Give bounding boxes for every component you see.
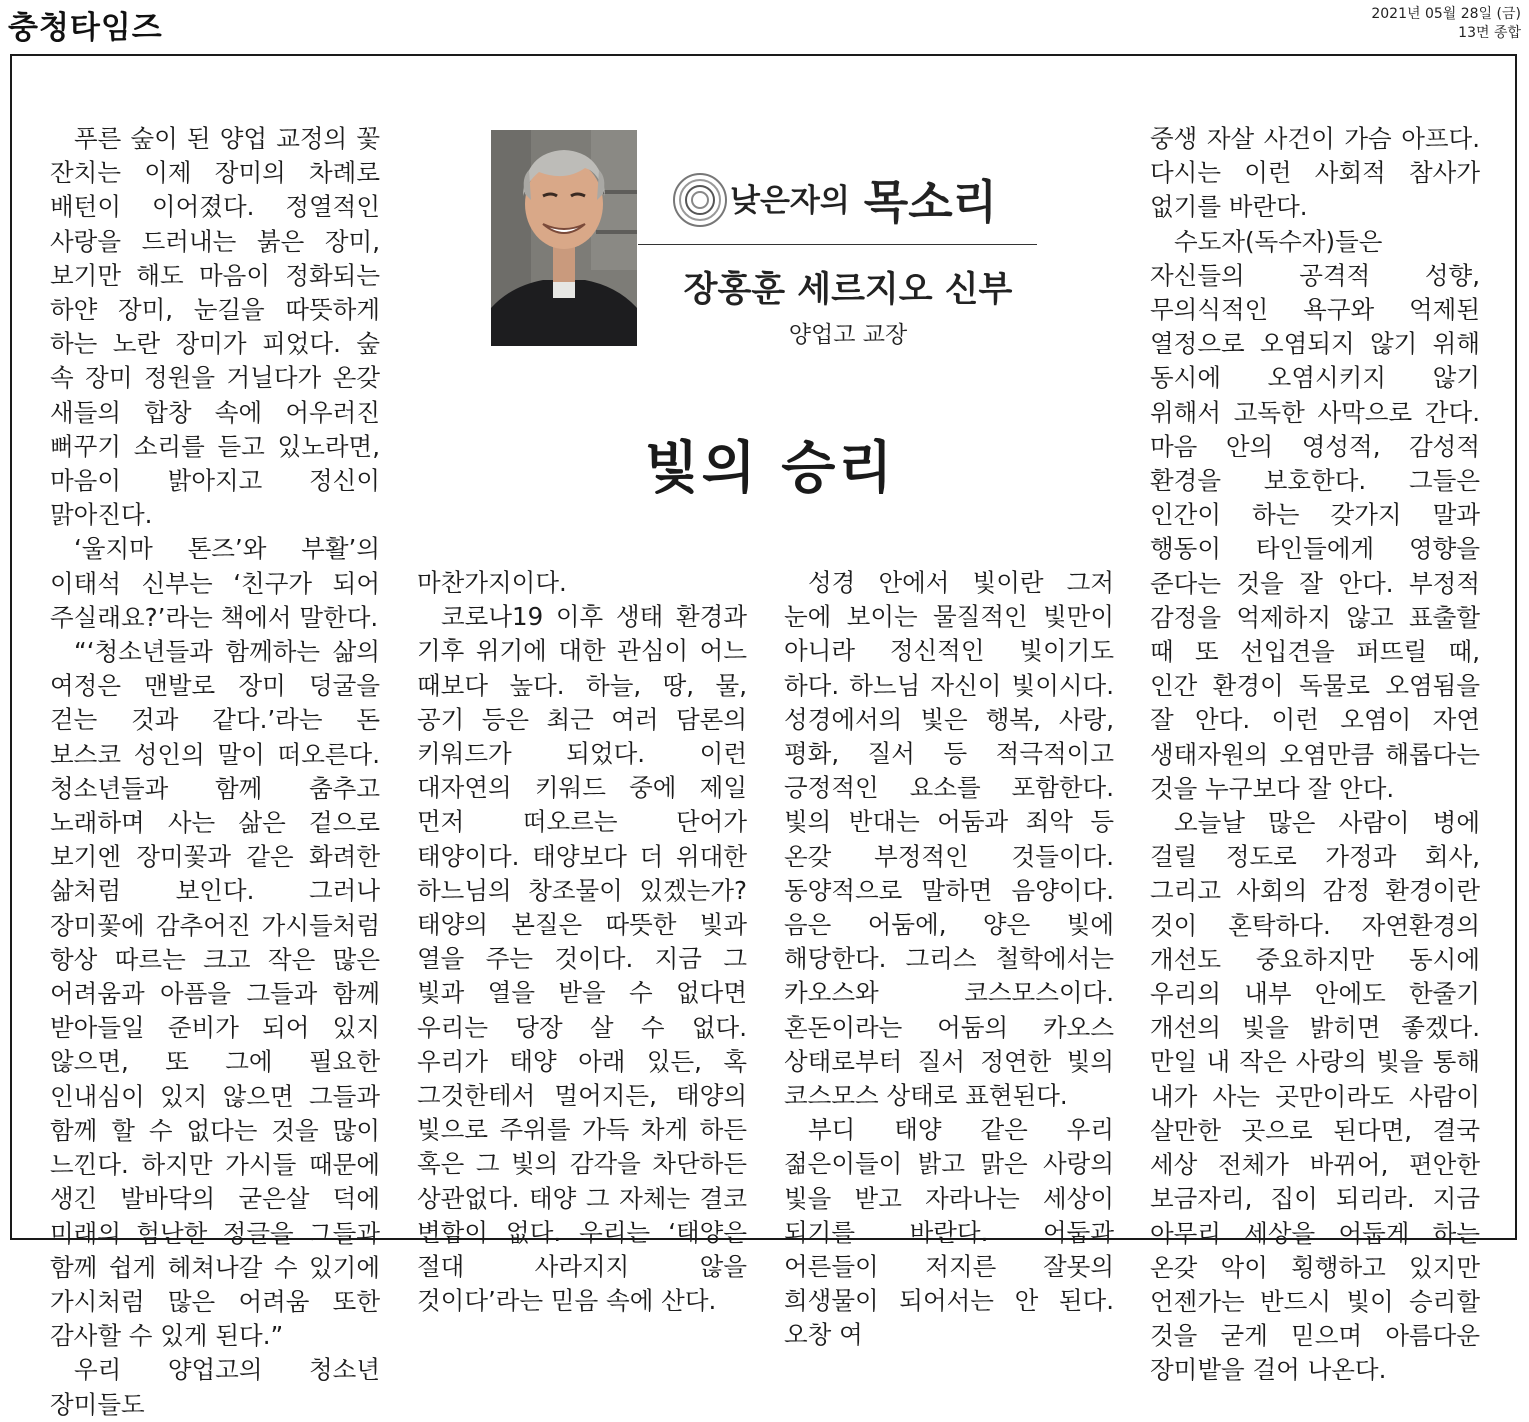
paragraph: ‘울지마 톤즈’와 부활’의 이태석 신부는 ‘친구가 되어 주실래요?’라는 책에서 말한다. <box>50 534 380 632</box>
page-section: 13면 종합 <box>1458 25 1521 41</box>
paragraph: 수도자(독수자)들은 자신들의 공격적 성향, 무의식적인 욕구와 억제된 열정으로 오염되지 않기 위해 동시에 오염시키지 않기 위해서 고독한 사막으로 간다. 마음 안의 영성적, 감성적 환경을 보호한다. 그들은 인간이 하는 갖가지 말과 행동이 타인들에게 영향을 준다는 것을 잘 안다. 부정적 감정을 억제하지 않고 표출할 때 또 선입견을 퍼뜨릴 때, 인간 환경이 독물로 오염됨을 잘 안다. 이런 오염이 자연 생태자원의 오염만큼 해롭다는 것을 누구보다 잘 안다. <box>1150 226 1480 803</box>
series-label-small: 낮은자의 <box>730 183 850 219</box>
text-column-2 <box>417 566 747 1318</box>
author-name: 장홍훈 세르지오 신부 <box>683 270 1013 310</box>
concentric-circle-icon <box>672 172 728 228</box>
issue-meta <box>1371 5 1521 43</box>
paragraph: 성경 안에서 빛이란 그저 눈에 보이는 물질적인 빛만이 아니라 정신적인 빛이기도 하다. 하느님 자신이 빛이시다. 성경에서의 빛은 행복, 사랑, 평화, 질서 등 적극적이고 긍정적인 요소를 포함한다. 빛의 반대는 어둠과 죄악 등 온갖 부정적인 것들이다. 동양적으로 말하면 음양이다. 음은 어둠에, 양은 빛에 해당한다. 그리스 철학에서는 카오스와 코스모스이다. 혼돈이라는 어둠의 카오스 상태로부터 질서 정연한 빛의 코스모스 상태로 표현된다. <box>784 568 1114 1111</box>
text-column-3 <box>784 566 1114 1353</box>
paragraph: 부디 태양 같은 우리 젊은이들이 밝고 맑은 사랑의 빛을 받고 자라나는 세상이 되기를 바란다. 어둠과 어른들이 저지른 잘못의 희생물이 되어서는 안 된다. 오창 여 <box>784 1115 1114 1350</box>
paragraph-continuation: 마찬가지이다. <box>417 568 567 597</box>
paragraph-continuation: 중생 자살 사건이 가슴 아프다. 다시는 이런 사회적 참사가 없기를 바란다. <box>1150 124 1480 222</box>
paragraph: “‘청소년들과 함께하는 삶의 여정은 맨발로 장미 덩굴을 걷는 것과 같다.’라는 돈 보스코 성인의 말이 떠오른다. 청소년들과 함께 춤추고 노래하며 사는 삶은 겉으로 보기엔 장미꽃과 같은 화려한 삶처럼 보인다. 그러나 장미꽃에 감추어진 가시들처럼 항상 따르는 크고 작은 많은 어려움과 아픔을 그들과 함께 받아들일 준비가 되어 있지 않으면, 또 그에 필요한 인내심이 있지 않으면 그들과 함께 할 수 없다는 것을 많이 느낀다. 하지만 가시들 때문에 생긴 발바닥의 굳은살 덕에 미래의 험난한 정글을 그들과 함께 쉽게 헤쳐나갈 수 있기에 가시처럼 많은 어려움 또한 감사할 수 있게 된다.” <box>50 637 380 1351</box>
column-series-heading <box>672 168 997 228</box>
paragraph: 우리 양업고의 청소년 장미들도 <box>50 1355 380 1419</box>
heading-divider <box>638 244 1037 245</box>
newspaper-masthead: 충청타임즈 <box>8 10 163 46</box>
article-title: 빛의 승리 <box>644 435 896 501</box>
issue-date: 2021년 05월 28일 (금) <box>1371 6 1521 22</box>
author-photo <box>491 130 637 346</box>
text-column-1 <box>50 122 380 1422</box>
author-portrait-image <box>491 130 637 346</box>
text-column-4 <box>1150 122 1480 1388</box>
paragraph: 오늘날 많은 사람이 병에 걸릴 정도로 가정과 회사, 그리고 사회의 감정 환경이란 것이 혼탁하다. 자연환경의 개선도 중요하지만 동시에 우리의 내부 안에도 한줄기 개선의 빛을 밝히면 좋겠다. 만일 내 작은 사랑의 빛을 통해 내가 사는 곳만이라도 사람이 살만한 곳으로 된다면, 결국 세상 전체가 바뀌어, 편안한 보금자리, 집이 되리라. 지금 아무리 세상을 어둡게 하는 온갖 악이 횡행하고 있지만 언젠가는 반드시 빛이 승리할 것을 굳게 믿으며 아름다운 장미밭을 걸어 나온다. <box>1150 808 1480 1385</box>
author-position: 양업고 교장 <box>788 322 908 348</box>
paragraph: 코로나19 이후 생태 환경과 기후 위기에 대한 관심이 어느 때보다 높다. 하늘, 땅, 물, 공기 등은 최근 여러 담론의 키워드가 되었다. 이런 대자연의 키워드 중에 제일 먼저 떠오르는 단어가 태양이다. 태양보다 더 위대한 하느님의 창조물이 있겠는가? 태양의 본질은 따뜻한 빛과 열을 주는 것이다. 지금 그 빛과 열을 받을 수 없다면 우리는 당장 살 수 없다. 우리가 태양 아래 있든, 혹 그것한테서 멀어지든, 태양의 빛으로 주위를 가득 차게 하든 혹은 그 빛의 감각을 차단하든 상관없다. 태양 그 자체는 결코 변함이 없다. 우리는 ‘태양은 절대 사라지지 않을 것이다’라는 믿음 속에 산다. <box>417 602 747 1316</box>
paragraph: 푸른 숲이 된 양업 교정의 꽃 잔치는 이제 장미의 차례로 배턴이 이어졌다. 정열적인 사랑을 드러내는 붉은 장미, 보기만 해도 마음이 정화되는 하얀 장미, 눈길을 따뜻하게 하는 노란 장미가 피었다. 숲 속 장미 정원을 거닐다가 온갖 새들의 합창 속에 어우러진 뻐꾸기 소리를 듣고 있노라면, 마음이 밝아지고 정신이 맑아진다. <box>50 124 380 530</box>
series-label-big: 목소리 <box>863 175 998 229</box>
